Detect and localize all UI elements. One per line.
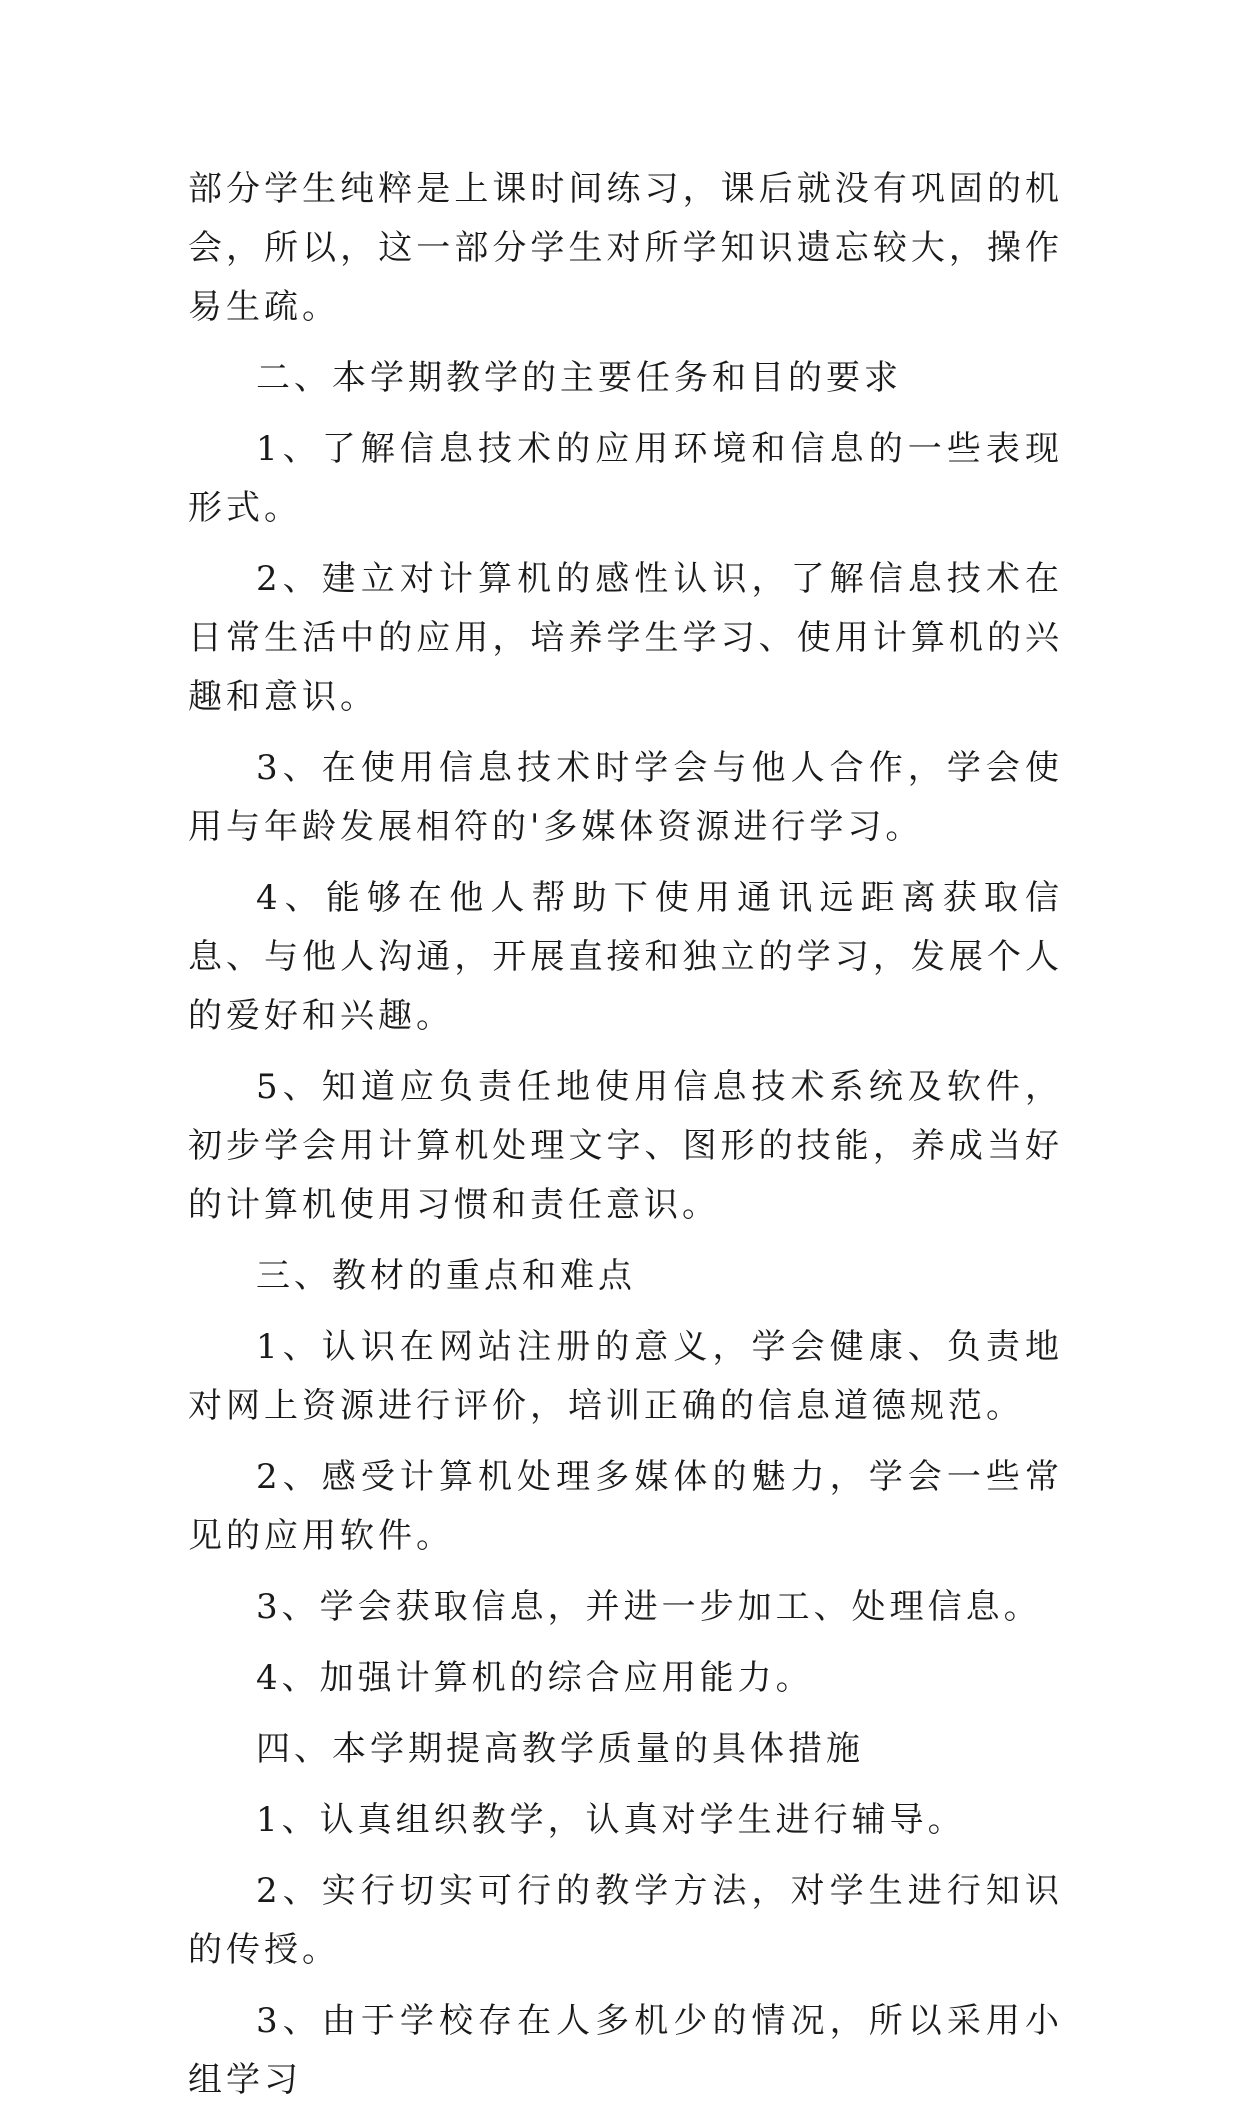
document-body [188, 160, 1063, 2122]
list-item: 1、认真组织教学，认真对学生进行辅导。 [256, 1800, 966, 1840]
list-item: 3、由于学校存在人多机少的情况，所以采用小组学习 [188, 2001, 1063, 2100]
list-item: 2、建立对计算机的感性认识，了解信息技术在日常生活中的应用，培养学生学习、使用计算机的兴趣和意识。 [188, 559, 1063, 717]
paragraph: 部分学生纯粹是上课时间练习，课后就没有巩固的机会，所以，这一部分学生对所学知识遗忘较大，操作易生疏。 [188, 169, 1063, 327]
list-item: 4、能够在他人帮助下使用通讯远距离获取信息、与他人沟通，开展直接和独立的学习，发展个人的爱好和兴趣。 [188, 878, 1063, 1036]
list-item: 3、在使用信息技术时学会与他人合作，学会使用与年龄发展相符的'多媒体资源进行学习。 [188, 748, 1063, 847]
list-item: 2、感受计算机处理多媒体的魅力，学会一些常见的应用软件。 [188, 1457, 1063, 1556]
list-item: 1、认识在网站注册的意义，学会健康、负责地对网上资源进行评价，培训正确的信息道德规范。 [188, 1327, 1063, 1426]
list-item: 5、知道应负责任地使用信息技术系统及软件，初步学会用计算机处理文字、图形的技能，养成当好的计算机使用习惯和责任意识。 [188, 1067, 1063, 1225]
list-item: 2、实行切实可行的教学方法，对学生进行知识的传授。 [188, 1871, 1063, 1970]
list-item: 4、加强计算机的综合应用能力。 [256, 1658, 814, 1698]
section-heading-3: 三、教材的重点和难点 [256, 1256, 636, 1296]
list-item: 3、学会获取信息，并进一步加工、处理信息。 [256, 1587, 1042, 1627]
section-heading-4: 四、本学期提高教学质量的具体措施 [256, 1729, 864, 1769]
list-item: 1、了解信息技术的应用环境和信息的一些表现形式。 [188, 429, 1063, 528]
section-heading-2: 二、本学期教学的主要任务和目的要求 [256, 358, 902, 398]
